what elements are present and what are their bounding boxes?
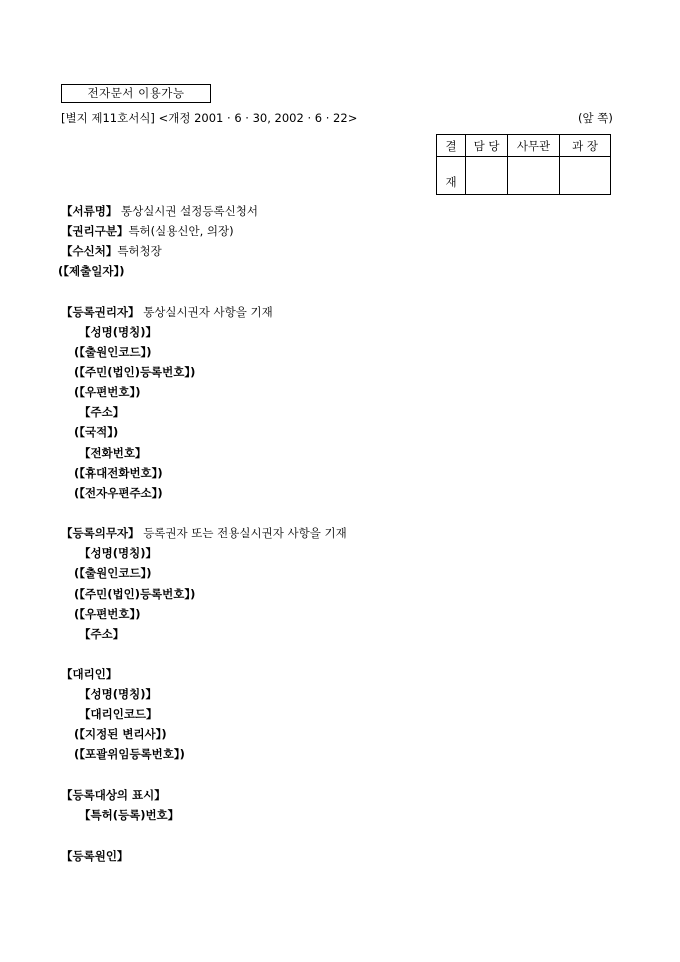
recipient-value: 특허청장 [117, 244, 162, 258]
right-type-label: 【권리구분】 [61, 224, 129, 238]
approval-corner-top: 결 [437, 135, 466, 157]
doc-name-value: 통상실시권 설정등록신청서 [120, 204, 258, 218]
agent-label: 【대리인】 [61, 667, 118, 681]
agent-designated-attorney: (【지정된 변리사】) [74, 727, 167, 741]
registrant-address: 【주소】 [79, 405, 125, 419]
right-type-value: 특허(실용신안, 의장) [128, 224, 234, 238]
form-identifier: [별지 제11호서식] <개정 2001 · 6 · 30, 2002 · 6 · 22> [61, 111, 358, 125]
registrant-phone: 【전화번호】 [79, 446, 147, 460]
doc-name-label: 【서류명】 [61, 204, 118, 218]
agent-name: 【성명(명칭)】 [79, 687, 157, 701]
right-type-row [61, 221, 234, 241]
approval-sign-staff [466, 157, 508, 195]
agent-code: 【대리인코드】 [79, 707, 158, 721]
obligor-label: 【등록의무자】 [61, 526, 140, 540]
cause-label: 【등록원인】 [61, 849, 129, 863]
obligor-resident-no: (【주민(법인)등록번호】) [74, 587, 196, 601]
obligor-postal-code: (【우편번호】) [74, 607, 141, 621]
registrant-resident-no: (【주민(법인)등록번호】) [74, 365, 196, 379]
target-label: 【등록대상의 표시】 [61, 788, 166, 802]
target-patent-no: 【특허(등록)번호】 [79, 808, 180, 822]
recipient-row [61, 241, 162, 261]
obligor-address: 【주소】 [79, 627, 125, 641]
registrant-note: 통상실시권자 사항을 기재 [143, 305, 273, 319]
electronic-doc-stamp: 전자문서 이용가능 [61, 84, 211, 103]
approval-corner-bottom: 재 [437, 157, 466, 195]
page-side-label: (앞 쪽) [578, 111, 613, 125]
submit-date: (【제출일자】) [58, 264, 125, 278]
registrant-row [61, 302, 273, 322]
registrant-nationality: (【국적】) [74, 425, 119, 439]
doc-name-row [61, 201, 258, 221]
recipient-label: 【수신처】 [61, 244, 118, 258]
approval-col-director: 과 장 [560, 135, 611, 157]
registrant-label: 【등록권리자】 [61, 305, 140, 319]
obligor-name: 【성명(명칭)】 [79, 546, 157, 560]
registrant-mobile: (【휴대전화번호】) [74, 466, 163, 480]
approval-sign-officer [508, 157, 560, 195]
approval-sign-director [560, 157, 611, 195]
obligor-applicant-code: (【출원인코드】) [74, 566, 152, 580]
approval-table [436, 134, 611, 195]
approval-col-staff: 담 당 [466, 135, 508, 157]
registrant-applicant-code: (【출원인코드】) [74, 345, 152, 359]
registrant-postal-code: (【우편번호】) [74, 385, 141, 399]
obligor-row [61, 523, 347, 543]
obligor-note: 등록권자 또는 전용실시권자 사항을 기재 [143, 526, 347, 540]
approval-col-officer: 사무관 [508, 135, 560, 157]
registrant-email: (【전자우편주소】) [74, 486, 163, 500]
agent-blanket-no: (【포괄위임등록번호】) [74, 747, 185, 761]
registrant-name: 【성명(명칭)】 [79, 325, 157, 339]
